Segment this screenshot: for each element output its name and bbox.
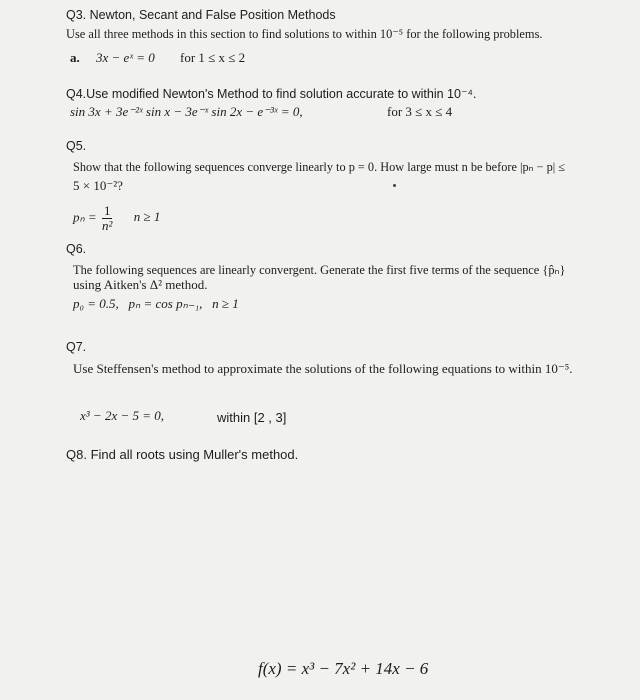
q5-line1: Show that the following sequences converge linearly to p = 0. How large must n be before |pₙ − p| ≤ xyxy=(73,160,566,174)
q5-sequence xyxy=(73,204,160,233)
q3-part-label: a. xyxy=(70,50,80,65)
q5-seq-denominator: n² xyxy=(102,218,113,233)
q3-instruction: Use all three methods in this section to find solutions to within 10⁻⁵ for the following problems. xyxy=(66,27,543,41)
q5-seq-condition: n ≥ 1 xyxy=(133,209,161,225)
q7-line1: Use Steffensen's method to approximate the solutions of the following equations to within 10⁻⁵. xyxy=(73,361,573,376)
q8-function: f(x) = x³ − 7x² + 14x − 6 xyxy=(258,659,429,678)
q5-line2: 5 × 10⁻²? xyxy=(73,178,123,193)
q4-interval: for 3 ≤ x ≤ 4 xyxy=(387,104,453,119)
q4-equation: sin 3x + 3e⁻²ˣ sin x − 3e⁻ˣ sin 2x − e⁻³ˣ = 0, xyxy=(70,104,303,119)
stray-dot xyxy=(393,184,396,187)
q6-sequence: p₀ = 0.5, pₙ = cos pₙ₋₁, n ≥ 1 xyxy=(73,296,239,311)
q5-label: Q5. xyxy=(66,139,87,153)
q5-seq-fraction xyxy=(102,204,113,233)
q4-title: Q4.Use modified Newton's Method to find solution accurate to within 10⁻⁴. xyxy=(66,87,477,101)
q8-title: Q8. Find all roots using Muller's method. xyxy=(66,447,299,462)
q6-line2: using Aitken's Δ² method. xyxy=(73,277,208,292)
q5-seq-lhs: pₙ = xyxy=(73,209,97,225)
q6-line1: The following sequences are linearly convergent. Generate the first five terms of the sequence {p̂ₙ} xyxy=(73,263,566,277)
q5-seq-numerator: 1 xyxy=(103,203,111,218)
q6-label: Q6. xyxy=(66,242,87,256)
q3-title: Q3. Newton, Secant and False Position Methods xyxy=(66,8,336,22)
q7-interval: within [2 , 3] xyxy=(217,410,287,425)
q7-label: Q7. xyxy=(66,340,87,354)
q7-equation: x³ − 2x − 5 = 0, xyxy=(80,408,165,423)
q3-interval: for 1 ≤ x ≤ 2 xyxy=(180,50,246,65)
q3-equation: 3x − eˣ = 0 xyxy=(96,50,155,65)
